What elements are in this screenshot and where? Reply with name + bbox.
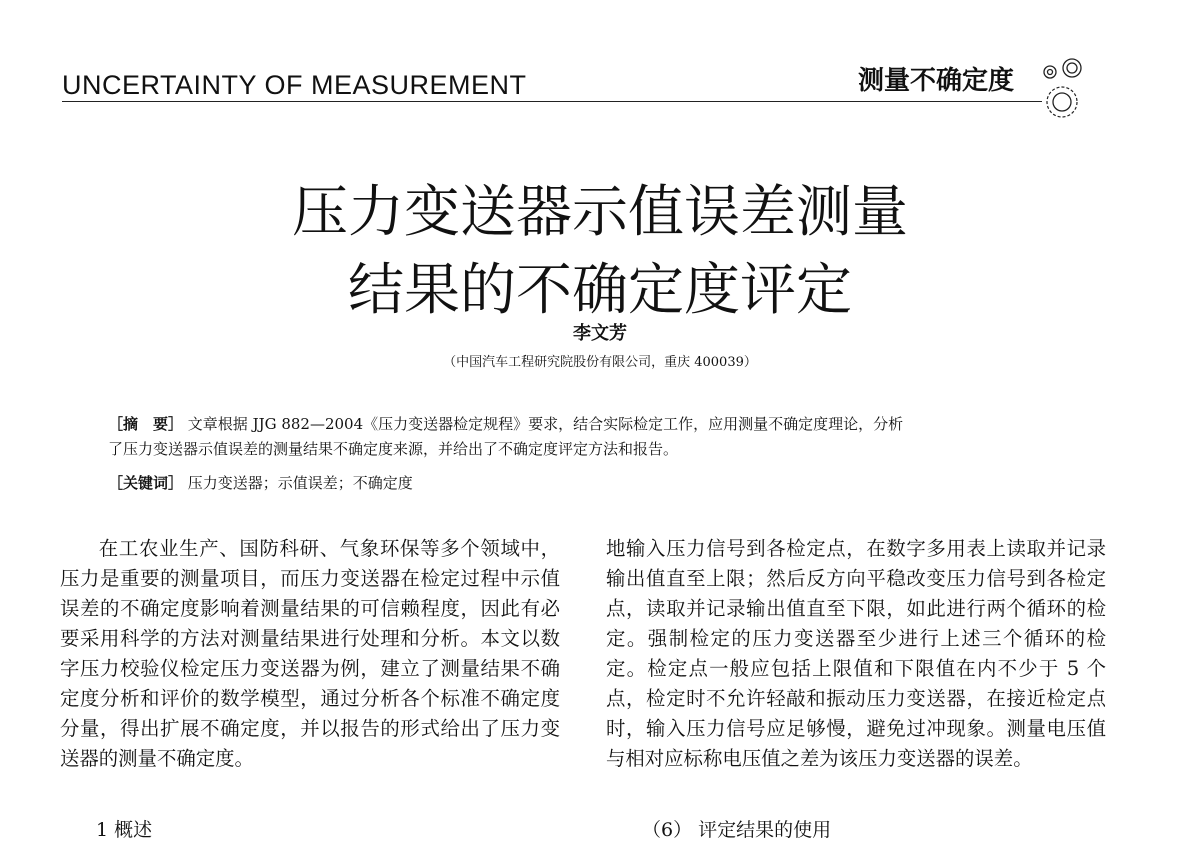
abstract-tag: ［摘 要］ <box>108 415 184 433</box>
abstract <box>108 412 1088 437</box>
keywords <box>108 471 1088 496</box>
keywords-text: 压力变送器；示值误差；不确定度 <box>187 474 413 492</box>
body-column-left <box>60 534 560 774</box>
paper-title-line-1: 压力变送器示值误差测量 <box>292 180 908 245</box>
header-chinese: 测量不确定度 <box>858 66 1015 96</box>
header-english: UNCERTAINTY OF MEASUREMENT <box>62 70 527 100</box>
keywords-tag: ［关键词］ <box>108 474 184 492</box>
left-cut-heading: 1 概述 <box>96 819 153 841</box>
concentric-circles-icon <box>1038 50 1104 122</box>
author-affiliation: （中国汽车工程研究院股份有限公司，重庆 400039） <box>443 355 757 370</box>
left-paragraph: 在工农业生产、国防科研、气象环保等多个领域中，压力是重要的测量项目，而压力变送器在检定过程中示值误差的不确定度影响着测量结果的可信赖程度，因此有必要采用科学的方法对测量结果进行处理和分析。本文以数字压力校验仪检定压力变送器为例，建立了测量结果不确定度分析和评价的数学模型，通过分析各个标准不确定度分量，得出扩展不确定度，并以报告的形式给出了压力变送器的测量不确定度。 <box>60 537 560 770</box>
paper-title-line-2: 结果的不确定度评定 <box>348 258 852 323</box>
abstract-line-2: 了压力变送器示值误差的测量结果不确定度来源，并给出了不确定度评定方法和报告。 <box>108 440 679 458</box>
right-cut-heading: （6） 评定结果的使用 <box>642 819 832 841</box>
abstract-line-1: 文章根据 JJG 882—2004《压力变送器检定规程》要求，结合实际检定工作，应用测量不确定度理论，分析 <box>187 415 904 433</box>
header-rule <box>62 101 1042 102</box>
body-column-right <box>606 534 1106 774</box>
right-paragraph: 地输入压力信号到各检定点，在数字多用表上读取并记录输出值直至上限；然后反方向平稳改变压力信号到各检定点，读取并记录输出值直至下限，如此进行两个循环的检定。强制检定的压力变送器至少进行上述三个循环的检定。检定点一般应包括上限值和下限值在内不少于 5 个点，检定时不允许轻敲和振动压力变送器，在接近检定点时，输入压力信号应足够慢，避免过冲现象。测量电压值与相对应标称电压值之差为该压力变送器的误差。 <box>606 537 1106 770</box>
author-name: 李文芳 <box>573 323 627 344</box>
